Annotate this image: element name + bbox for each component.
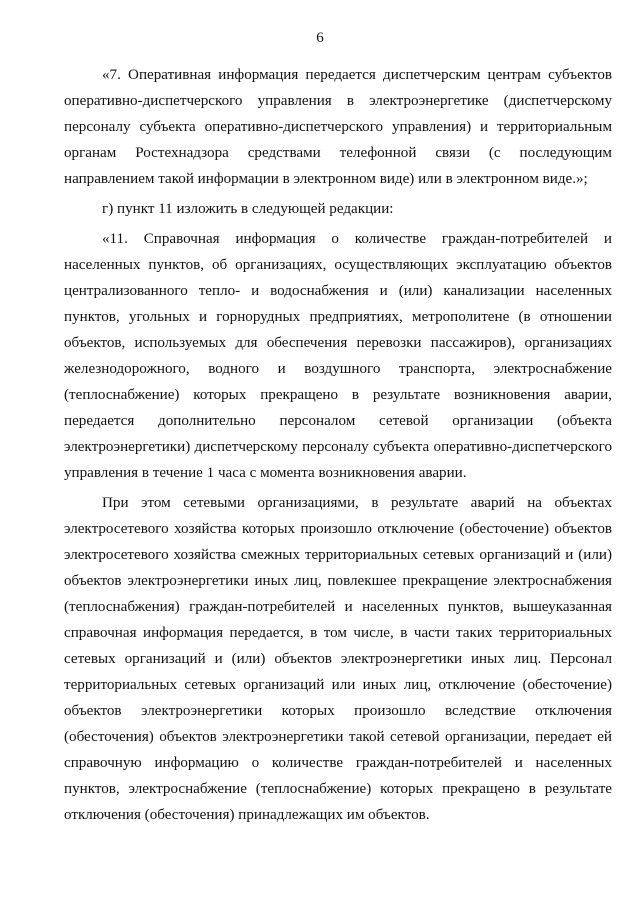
paragraph-amendment-g: г) пункт 11 изложить в следующей редакции: (102, 201, 394, 217)
document-body (64, 62, 612, 832)
paragraph-item-11: «11. Справочная информация о количестве граждан-потребителей и населенных пунктов, об организациях, осуществляющих эксплуатацию объектов централизованного тепло- и водоснабжения и (или) канализации населенных пунктов, угольных и горнорудных предприятиях, метрополитене (в отношении объектов, используемых для обеспечения перевозки пассажиров), организациях железнодорожного, водного и воздушного транспорта, электроснабжение (теплоснабжение) которых прекращено в результате возникновения аварии, передается дополнительно персоналом сетевой организации (объекта электроэнергетики) диспетчерскому персоналу субъекта оперативно-диспетчерского управления в течение 1 часа с момента возникновения аварии. (64, 231, 612, 481)
paragraph-network-organizations: При этом сетевыми организациями, в результате аварий на объектах электросетевого хозяйства которых произошло отключение (обесточение) объектов электросетевого хозяйства смежных территориальных сетевых организаций и (или) объектов электроэнергетики иных лиц, повлекшее прекращение электроснабжения (теплоснабжения) граждан-потребителей и населенных пунктов, вышеуказанная справочная информация передается, в том числе, в части таких территориальных сетевых организаций и (или) объектов электроэнергетики иных лиц. Персонал территориальных сетевых организаций или иных лиц, отключение (обесточение) объектов электроэнергетики которых произошло вследствие отключения (обесточения) объектов электроэнергетики такой сетевой организации, передает ей справочную информацию о количестве граждан-потребителей и населенных пунктов, электроснабжение (теплоснабжение) которых прекращено в результате отключения (обесточения) принадлежащих им объектов. (64, 495, 612, 823)
page-number: 6 (316, 30, 324, 46)
paragraph-item-7: «7. Оперативная информация передается диспетчерским центрам субъектов оперативно-диспетчерского управления в электроэнергетике (диспетчерскому персоналу субъекта оперативно-диспетчерского управления) и территориальным органам Ростехнадзора средствами телефонной связи (с последующим направлением такой информации в электронном виде) или в электронном виде.»; (64, 67, 612, 187)
